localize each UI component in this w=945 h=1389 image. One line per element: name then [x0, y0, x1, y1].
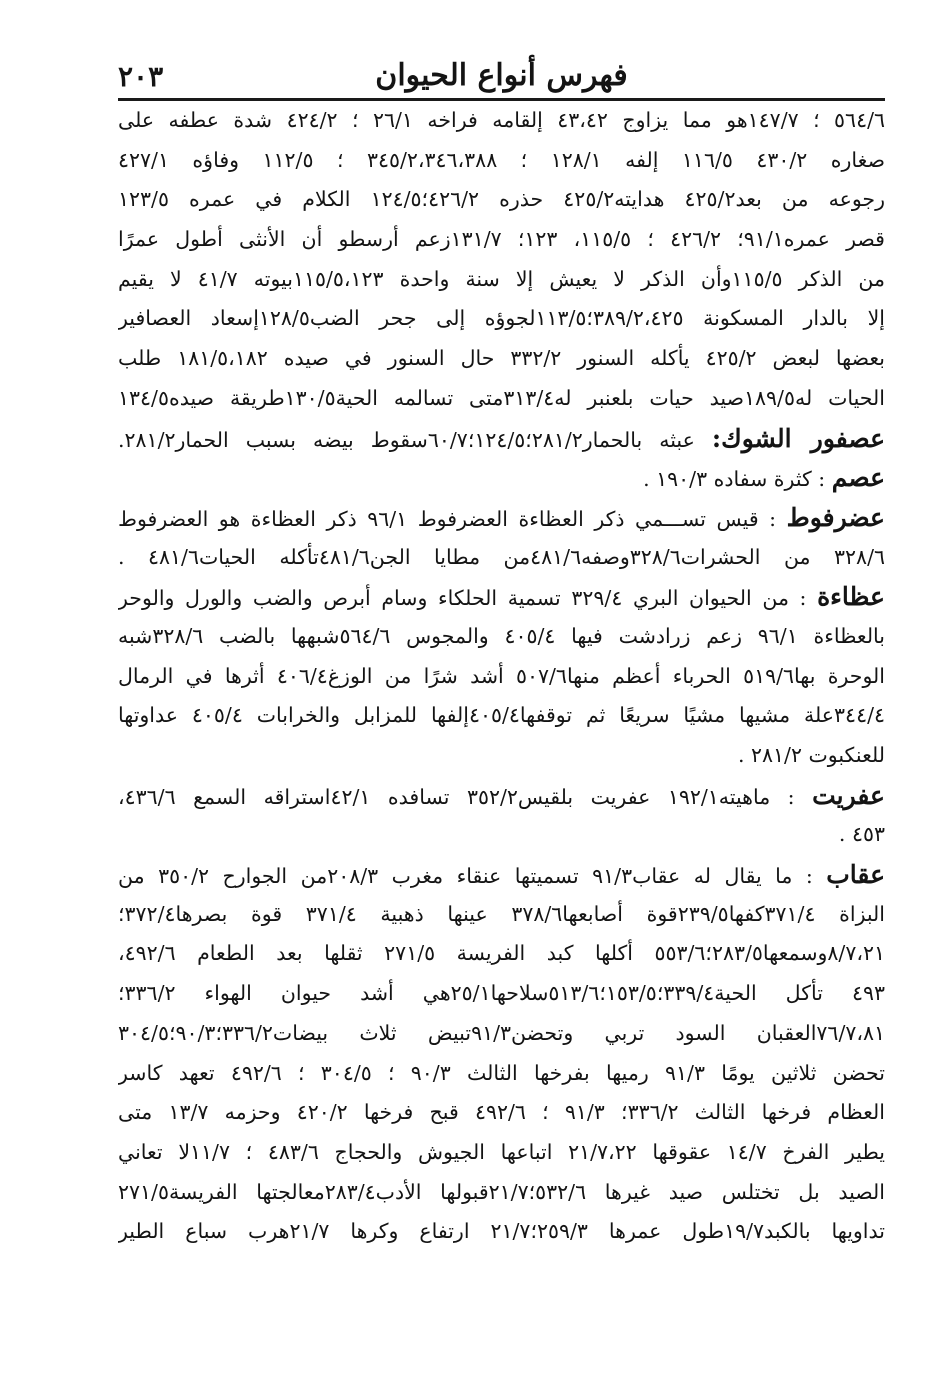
entry-text: : قيس تســـمي ذكر العظاءة العضرفوط ٩٦/١ ذكر العظاءة هو العضرفوط — [118, 506, 777, 531]
entry-text: صغاره ٤٣٠/٢ ١١٦/٥ إلفه ١٢٨/١ ؛ ٣٤٥/٢،٣٤٦،٣٨٨ ؛ ١١٢/٥ وفاؤه ٤٢٧/١ — [118, 147, 885, 172]
entry-text: تداويها بالكبد١٩/٧طول عمرها ٢٥٩/٣؛٢١/٧ ارتفاع وكرها ٢١/٧هرب سباع الطير — [118, 1219, 885, 1244]
text-line — [118, 1133, 885, 1173]
entry-text: البزاة ٣٧١/٤كفها٢٣٩/٥قوة أصابعها٣٧٨/٦ عينها ذهبية ٣٧١/٤ قوة بصرها٣٧٢/٤؛ — [118, 901, 885, 926]
text-line — [118, 101, 885, 141]
entry-text: ٣٢٨/٦ من الحشرات٣٢٨/٦وصفه٤٨١/٦من مطايا الجن٤٨١/٦تأكله الحيات٤٨١/٦ . — [118, 544, 885, 569]
text-line — [118, 538, 885, 578]
entry-text: الوحرة بها٥١٩/٦ الحرباء أعظم منها٥٠٧/٦ أشد شرًا من الوزغ٤٠٦/٤ أثرها في الرمال — [118, 663, 885, 688]
entry-text: : ماهيته١٩٢/١ عفريت بلقيس٣٥٢/٢ تسافده ٤٢/١استراقه السمع ٤٣٦/٦، — [118, 784, 795, 809]
text-line — [118, 379, 885, 419]
entry-text: : من الحيوان البري ٣٢٩/٤ تسمية الحلكاء وسام أبرص والضب والورل والوحر — [118, 586, 807, 611]
text-line — [118, 974, 885, 1014]
text-line — [118, 141, 885, 181]
entry-text: : ما يقال له عقاب٩١/٣ تسميتها عنقاء مغرب ٢٠٨/٣من الجوارح ٣٥٠/٢ من — [118, 864, 813, 889]
text-line — [118, 696, 885, 736]
text-line — [118, 855, 885, 895]
entry-headword: عصم — [831, 463, 885, 493]
entry-text: للعنكبوت ٢٨١/٢ . — [737, 743, 885, 767]
entry-text: إلا بالدار المسكونة ٣٨٩/٢،٤٢٥؛١١٣/٥لجوؤه إلى جحر الضب١٢٨/٥إسعاد العصافير — [118, 306, 885, 331]
index-content — [118, 101, 885, 1252]
entry-text: الصيد بل تختلس صيد غيرها ٥٣٢/٦؛٢١/٧قبولها الأدب٢٨٣/٤معالجتها الفريسة٢٧١/٥ — [118, 1179, 885, 1204]
entry-text: ٧٦/٧،٨١العقبان السود تربي وتحضن٩١/٣تبيض ثلاث بيضات٣٣٦/٢؛٩٠/٣؛٣٠٤/٥ — [118, 1020, 885, 1045]
entry-text: رجوعه من بعد٤٢٥/٢ هدايته٤٢٥/٢ حذره ٤٢٦/٢؛١٢٤/٥ الكلام في عمره ١٢٣/٥ — [118, 187, 885, 212]
text-line — [118, 776, 885, 816]
entry-headword: عفريت — [812, 780, 885, 810]
text-line — [118, 1212, 885, 1252]
entry-text: الحيات له١٨٩/٥صيد حيات بلعنبر له٣١٣/٤متى تسالمه الحية١٣٠/٥طريقة صيده١٣٤/٥ — [118, 385, 885, 410]
entry-text: : كثرة سفاده ١٩٠/٣ . — [643, 467, 826, 492]
text-line — [118, 657, 885, 697]
page-title: فهرس أنواع الحيوان — [375, 58, 628, 93]
entry-text: بعضها لبعض ٤٢٥/٢ يأكله السنور ٣٣٢/٢ حال السنور في صيده ١٨١/٥،١٨٢ طلب — [118, 346, 885, 371]
entry-headword: عصفور الشوك: — [711, 423, 885, 453]
text-line — [118, 180, 885, 220]
page-number: ٢٠٣ — [118, 60, 164, 93]
entry-text: العظام فرخها الثالث ٣٣٦/٢؛ ٩١/٣ ؛ ٤٩٢/٦ قبح فرخها ٤٢٠/٢ وحزمه ١٣/٧ متى — [118, 1100, 885, 1125]
text-line — [118, 260, 885, 300]
entry-text: ٥٦٤/٦ ؛ ١٤٧/٧هو مما يزاوج ٤٣،٤٢ إلقامه فراخه ٢٦/١ ؛ ٤٢٤/٢ شدة عطفه على — [118, 108, 885, 132]
text-line — [118, 299, 885, 339]
entry-text: قصر عمره٩١/١؛ ٤٢٦/٢ ؛ ١١٥/٥، ١٢٣؛ ١٣١/٧زعم أرسطو أن الأنثى أطول عمرًا — [118, 227, 885, 252]
entry-headword: عقاب — [826, 860, 885, 890]
entry-text: عبثه بالحمار٢٨١/٢؛١٢٤/٥؛٦٠/٧سقوط بيضه بسبب الحمار٢٨١/٢. — [118, 427, 695, 452]
entry-text: ٨/٧،٢١وسمعها٢٨٣/٥؛٥٥٣/٦ أكلها كبد الفريسة ٢٧١/٥ ثقلها بعد الطعام ٤٩٢/٦، — [118, 941, 885, 966]
text-line — [118, 815, 885, 855]
text-line — [118, 1093, 885, 1133]
entry-headword: عظاءة — [817, 582, 885, 612]
page-header — [118, 56, 885, 101]
entry-text: بالعظاءة ٩٦/١ زعم زرادشت فيها ٤٠٥/٤ والمجوس ٥٦٤/٦شبهها بالضب ٣٢٨/٦شبه — [118, 623, 885, 648]
text-line — [118, 577, 885, 617]
text-line — [118, 339, 885, 379]
text-line — [118, 617, 885, 657]
entry-text: ٤٥٣ . — [838, 822, 885, 847]
entry-text: يطير الفرخ ١٤/٧ عقوقها ٢١/٧،٢٢ اتباعها الجيوش والحجاج ٤٨٣/٦ ؛ ١١/٧لا تعاني — [118, 1139, 885, 1164]
text-line — [118, 498, 885, 538]
text-line — [118, 419, 885, 459]
text-line — [118, 895, 885, 935]
text-line — [118, 1173, 885, 1213]
text-line — [118, 934, 885, 974]
text-line — [118, 220, 885, 260]
entry-text: ٤٩٣ تأكل الحية٣٣٩/٤؛١٥٣/٥؛٥١٣/٦سلاحها٢٥/١هي أشد حيوان الهواء ٣٣٦/٢؛ — [118, 981, 885, 1006]
text-line — [118, 1014, 885, 1054]
entry-text: من الذكر ١١٥/٥وأن الذكر لا يعيش إلا سنة واحدة ١١٥/٥،١٢٣بيوته ٤١/٧ لا يقيم — [118, 266, 885, 291]
text-line — [118, 736, 885, 776]
text-line — [118, 458, 885, 498]
entry-text: تحضن ثلاثين يومًا ٩١/٣ رميها بفرخها الثالث ٩٠/٣ ؛ ٣٠٤/٥ ؛ ٤٩٢/٦ تعهد كاسر — [118, 1060, 885, 1085]
text-line — [118, 1054, 885, 1094]
entry-headword: عضرفوط — [786, 502, 885, 532]
entry-text: ٣٤٤/٤علة مشيها مشيًا سريعًا ثم توقفها٤٠٥/٤إلفها للمزابل والخرابات ٤٠٥/٤ عداوتها — [118, 703, 885, 728]
